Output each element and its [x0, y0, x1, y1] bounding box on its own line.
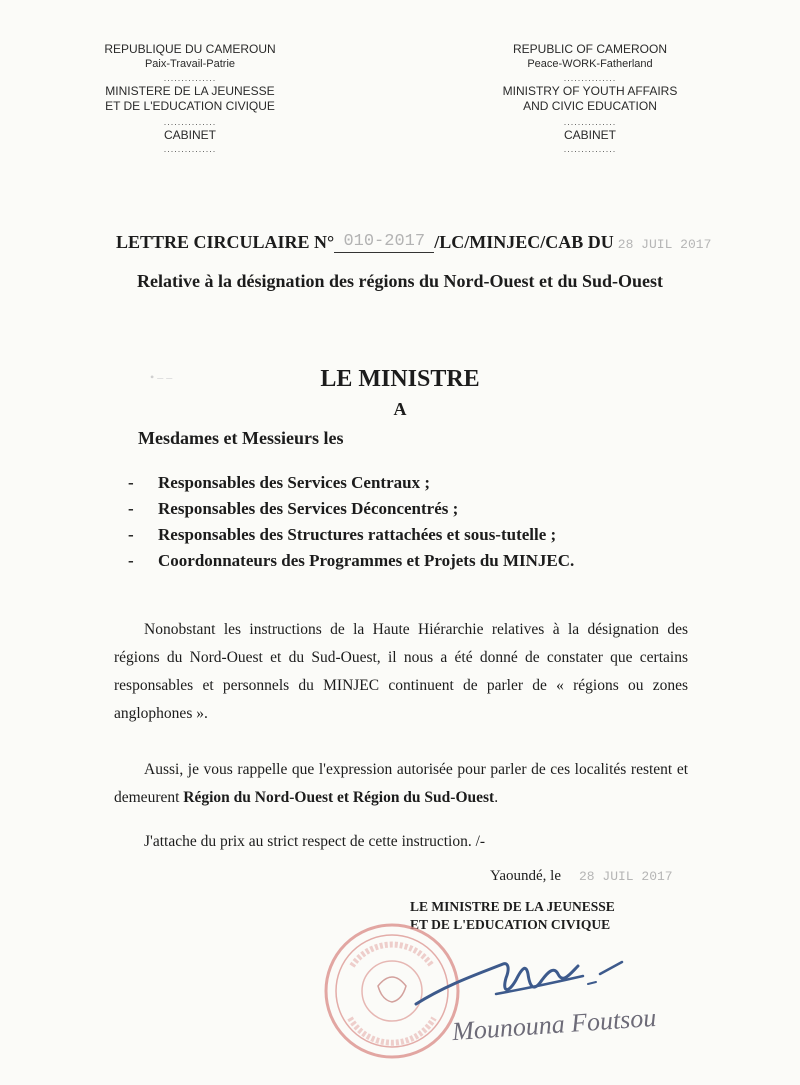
- separator-dots: ...............: [563, 144, 617, 154]
- ministry-name-en-line1: MINISTRY OF YOUTH AFFAIRS: [502, 84, 678, 98]
- body-paragraph-3: [114, 828, 688, 856]
- ministry-name-fr-line1: MINISTERE DE LA JEUNESSE: [105, 84, 275, 98]
- reference-prefix: LETTRE CIRCULAIRE N°: [116, 232, 335, 252]
- to-heading: A: [393, 399, 407, 419]
- country-name-fr: REPUBLIQUE DU CAMEROUN: [104, 42, 276, 56]
- list-item: - Responsables des Structures rattachées et sous-tutelle ;: [128, 525, 557, 544]
- recipient-list: [128, 470, 574, 574]
- list-item: - Responsables des Services Centraux ;: [128, 473, 430, 492]
- ministry-name-en-line2: AND CIVIC EDUCATION: [523, 99, 657, 113]
- signatory-title-line2: ET DE L'EDUCATION CIVIQUE: [410, 917, 611, 932]
- circular-reference-line: [116, 232, 736, 253]
- body-paragraph-1: [114, 616, 688, 728]
- list-item: - Responsables des Services Déconcentrés ;: [128, 499, 459, 518]
- paragraph-bold-text: Région du Nord-Ouest et Région du Sud-Ouest: [183, 789, 495, 806]
- separator-dots: ...............: [163, 117, 217, 127]
- header-right-english: [460, 42, 720, 155]
- letter-subject: Relative à la désignation des régions du Nord-Ouest et du Sud-Ouest: [136, 271, 664, 291]
- separator-dots: ...............: [163, 144, 217, 154]
- reference-number-stamp: 010-2017: [334, 232, 434, 253]
- paragraph-text: Nonobstant les instructions de la Haute Hiérarchie relatives à la désignation des régions du Nord-Ouest et du Sud-Ouest, il nous a été donné de constater que certains responsables et personnels du MINJEC continuent de parler de « régions ou zones anglophones ».: [114, 621, 688, 722]
- separator-dots: ...............: [163, 73, 217, 83]
- motto-en: Peace-WORK-Fatherland: [527, 58, 653, 70]
- office-name-fr: CABINET: [163, 128, 216, 142]
- signatory-title-line1: LE MINISTRE DE LA JEUNESSE: [410, 899, 615, 914]
- recipient-text: Coordonnateurs des Programmes et Projets du MINJEC.: [158, 551, 575, 570]
- country-name-en: REPUBLIC OF CAMEROON: [512, 42, 668, 56]
- scan-smudge: • – –: [150, 370, 173, 384]
- motto-fr: Paix-Travail-Patrie: [144, 58, 236, 70]
- addressee-heading: Mesdames et Messieurs les: [138, 428, 344, 448]
- paragraph-text: J'attache du prix au strict respect de cette instruction. /-: [144, 833, 486, 850]
- reference-date-stamp: 28 JUIL 2017: [617, 237, 712, 252]
- office-name-en: CABINET: [563, 128, 616, 142]
- header-left-french: [60, 42, 320, 155]
- closing-date-stamp: 28 JUIL 2017: [578, 869, 673, 884]
- place-text: Yaoundé, le: [490, 868, 561, 884]
- signatory-name: Mounouna Foutsou: [451, 1002, 658, 1047]
- recipient-text: Responsables des Structures rattachées et sous-tutelle ;: [158, 525, 557, 544]
- paragraph-end: .: [494, 789, 499, 806]
- list-item: - Coordonnateurs des Programmes et Projets du MINJEC.: [128, 551, 575, 570]
- reference-suffix: /LC/MINJEC/CAB DU: [434, 232, 614, 252]
- paragraph-text: Aussi, je vous rappelle que l'expression autorisée pour parler de ces localités restent et demeurent: [114, 761, 688, 806]
- recipient-text: Responsables des Services Centraux ;: [158, 473, 430, 492]
- separator-dots: ...............: [563, 117, 617, 127]
- body-paragraph-2: [114, 756, 688, 812]
- sender-heading: LE MINISTRE: [320, 366, 480, 392]
- ministry-name-fr-line2: ET DE L'EDUCATION CIVIQUE: [105, 99, 275, 113]
- recipient-text: Responsables des Services Déconcentrés ;: [158, 499, 459, 518]
- separator-dots: ...............: [563, 73, 617, 83]
- place-date-line: [490, 868, 673, 885]
